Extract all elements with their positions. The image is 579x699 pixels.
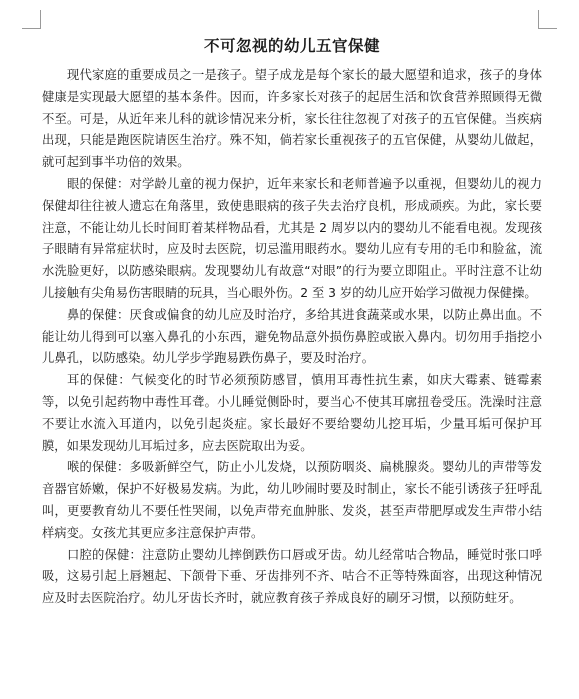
paragraph-ear-care: 耳的保健：气候变化的时节必须预防感冒，慎用耳毒性抗生素，如庆大霉素、链霉素等，以免引起药物中毒性耳聋。小儿睡觉侧卧时，要当心不使其耳廓扭卷受压。洗澡时注意不要让水流入耳道内，以免引起炎症。家长最好不要给婴幼儿挖耳垢，少量耳垢可保护耳膜，如果发现幼儿耳垢过多，应去医院取出为妥。	[42, 373, 542, 453]
paragraph-oral-care: 口腔的保健：注意防止婴幼儿摔倒跌伤口唇或牙齿。幼儿经常咕合物品，睡觉时张口呼吸，这易引起上唇翘起、下颌骨下垂、牙齿排列不齐、咕合不正等特殊面容，出现这种情况应及时去医院治疗。幼儿牙齿长齐时，就应教育孩子养成良好的刷牙习惯，以预防蛀牙。	[42, 547, 542, 606]
document-body	[42, 36, 542, 610]
document-title: 不可忽视的幼儿五官保健	[203, 37, 380, 55]
paragraph-intro: 现代家庭的重要成员之一是孩子。望子成龙是每个家长的最大愿望和追求，孩子的身体健康是实现最大愿望的基本条件。因而，许多家长对孩子的起居生活和饮食营养照顾得无微不至。可是，从近年来儿科的就诊情况来分析，家长往往忽视了对孩子的五官保健。当疾病出现，只能是跑医院请医生治疗。殊不知，倘若家长重视孩子的五官保健，从婴幼儿做起，就可起到事半功倍的效果。	[42, 68, 542, 170]
page-corner-mark-top-left	[22, 10, 41, 29]
paragraph-throat-care: 喉的保健：多吸新鲜空气，防止小儿发烧，以预防咽炎、扁桃腺炎。婴幼儿的声带等发音器官娇嫩，保护不好极易发病。为此，幼儿吵闹时要及时制止，家长不能引诱孩子狂呼乱叫，更要教育幼儿不要任性哭闹，以免声带充血肿胀、发炎，甚至声带肥厚或发生声带小结样病变。女孩尤其更应多注意保护声带。	[42, 460, 542, 540]
paragraph-nose-care: 鼻的保健：厌食或偏食的幼儿应及时治疗，多给其进食蔬菜或水果，以防止鼻出血。不能让幼儿得到可以塞入鼻孔的小东西，避免物品意外损伤鼻腔或嵌入鼻内。切勿用手指挖小儿鼻孔，以防感染。幼儿学步学跑易跌伤鼻子，要及时治疗。	[42, 307, 542, 366]
page-corner-mark-top-right	[538, 10, 557, 29]
paragraph-eye-care: 眼的保健：对学龄儿童的视力保护，近年来家长和老师普遍予以重视，但婴幼儿的视力保健却往往被人遗忘在角落里，致使患眼病的孩子失去治疗良机，形成顽疾。为此，家长要注意，不能让幼儿长时间盯着某样物品看，尤其是 2 周岁以内的婴幼儿不能看电视。发现孩子眼睛有异常症状时，应及时去医院，切忌滥用眼药水。婴幼儿应有专用的毛巾和脸盆，流水洗脸更好，以防感染眼病。发现婴幼儿有故意“对眼”的行为要立即阻止。平时注意不让幼儿接触有尖角易伤害眼睛的玩具，当心眼外伤。2 至 3 岁的幼儿应开始学习做视力保健操。	[42, 176, 542, 300]
